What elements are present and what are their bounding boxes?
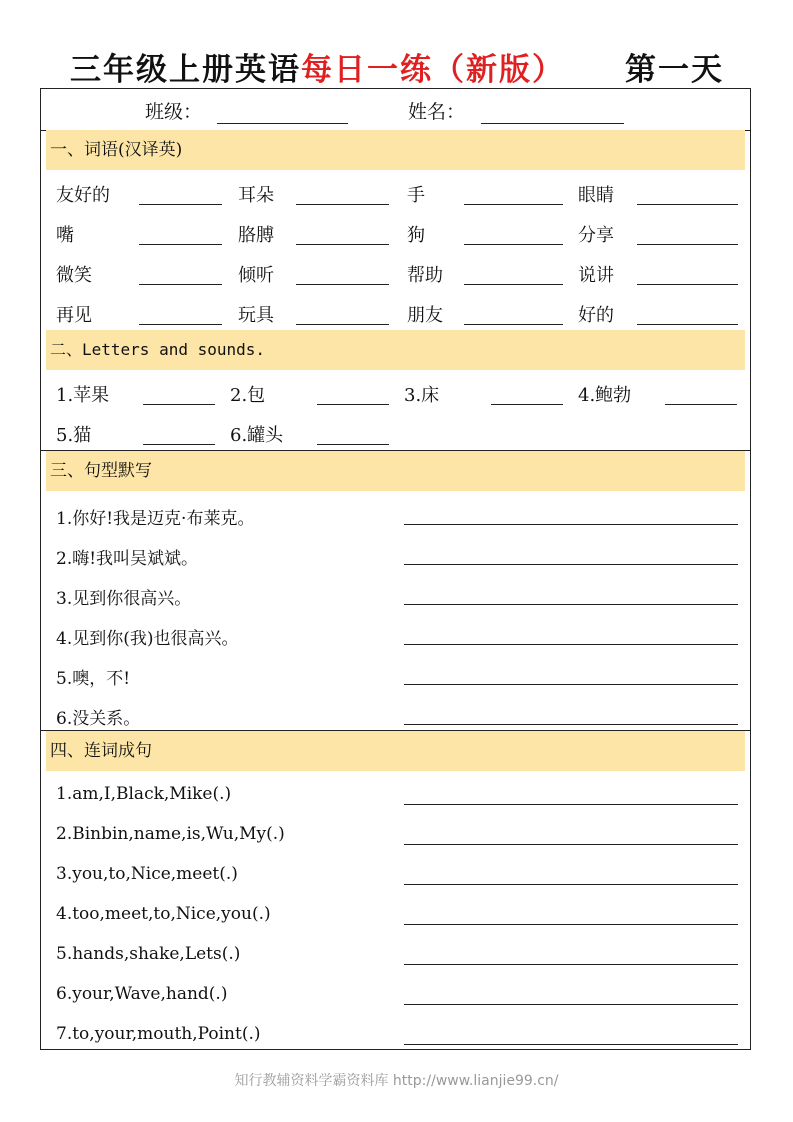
title-prefix: 三年级上册英语: [70, 52, 301, 88]
sound-item-1-blank[interactable]: [143, 404, 215, 405]
word-7: 狗: [407, 225, 425, 246]
word-4: 眼睛: [578, 185, 614, 206]
sentence-1-answer-line[interactable]: [404, 524, 738, 525]
word-16: 好的: [578, 305, 614, 326]
word-order-6-answer-line[interactable]: [404, 1004, 738, 1005]
sound-item-2: 2.包: [230, 385, 266, 406]
section-3-header: 三、句型默写: [46, 451, 745, 491]
word-4-blank[interactable]: [637, 204, 738, 205]
word-order-5: 5.hands,shake,Lets(.): [56, 944, 241, 964]
word-13: 再见: [56, 305, 92, 326]
sentence-3: 3.见到你很高兴。: [56, 589, 192, 609]
word-order-7-answer-line[interactable]: [404, 1044, 738, 1045]
word-3: 手: [407, 185, 425, 206]
word-order-4-answer-line[interactable]: [404, 924, 738, 925]
word-order-1: 1.am,I,Black,Mike(.): [56, 784, 232, 804]
word-order-5-answer-line[interactable]: [404, 964, 738, 965]
title-highlight: 每日一练（新版）: [301, 52, 565, 88]
word-2: 耳朵: [238, 185, 274, 206]
name-field[interactable]: [481, 123, 624, 124]
word-16-blank[interactable]: [637, 324, 738, 325]
word-9-blank[interactable]: [139, 284, 222, 285]
word-order-6: 6.your,Wave,hand(.): [56, 984, 228, 1004]
section-1-header: 一、词语(汉译英): [46, 130, 745, 170]
footer-source: 知行教辅资料学霸资料库 http://www.lianjie99.cn/: [234, 1073, 559, 1089]
sentence-3-answer-line[interactable]: [404, 604, 738, 605]
sentence-6: 6.没关系。: [56, 709, 141, 729]
word-10: 倾听: [238, 265, 274, 286]
sound-item-6-blank[interactable]: [317, 444, 389, 445]
word-order-3-answer-line[interactable]: [404, 884, 738, 885]
page-title: [40, 44, 753, 90]
word-1: 友好的: [56, 185, 110, 206]
sound-item-6: 6.罐头: [230, 425, 284, 446]
word-9: 微笑: [56, 265, 92, 286]
word-12-blank[interactable]: [637, 284, 738, 285]
word-order-1-answer-line[interactable]: [404, 804, 738, 805]
sound-item-3: 3.床: [404, 385, 440, 406]
sentence-4: 4.见到你(我)也很高兴。: [56, 629, 239, 649]
class-label: 班级：: [145, 101, 203, 123]
word-8: 分享: [578, 225, 614, 246]
word-1-blank[interactable]: [139, 204, 222, 205]
sentence-5-answer-line[interactable]: [404, 684, 738, 685]
sentence-6-answer-line[interactable]: [404, 724, 738, 725]
word-10-blank[interactable]: [296, 284, 389, 285]
sound-item-2-blank[interactable]: [317, 404, 389, 405]
word-3-blank[interactable]: [464, 204, 563, 205]
word-order-7: 7.to,your,mouth,Point(.): [56, 1024, 261, 1044]
word-15: 朋友: [407, 305, 443, 326]
sound-item-3-blank[interactable]: [491, 404, 563, 405]
word-13-blank[interactable]: [139, 324, 222, 325]
word-8-blank[interactable]: [637, 244, 738, 245]
word-order-2: 2.Binbin,name,is,Wu,My(.): [56, 824, 285, 844]
sentence-5: 5.噢，不!: [56, 669, 131, 689]
word-5-blank[interactable]: [139, 244, 222, 245]
title-day: 第一天: [625, 52, 724, 88]
section-4-header: 四、连词成句: [46, 731, 745, 771]
word-6-blank[interactable]: [296, 244, 389, 245]
word-2-blank[interactable]: [296, 204, 389, 205]
word-14: 玩具: [238, 305, 274, 326]
sound-item-1: 1.苹果: [56, 385, 110, 406]
class-field[interactable]: [217, 123, 348, 124]
sentence-2-answer-line[interactable]: [404, 564, 738, 565]
word-6: 胳膊: [238, 225, 274, 246]
sound-item-5-blank[interactable]: [143, 444, 215, 445]
title-main: [70, 44, 565, 89]
sentence-1: 1.你好!我是迈克·布莱克。: [56, 509, 255, 529]
student-info-row: [41, 89, 750, 131]
word-14-blank[interactable]: [296, 324, 389, 325]
word-order-2-answer-line[interactable]: [404, 844, 738, 845]
sentence-4-answer-line[interactable]: [404, 644, 738, 645]
word-11: 帮助: [407, 265, 443, 286]
sound-item-5: 5.猫: [56, 425, 92, 446]
sentence-2: 2.嗨!我叫吴斌斌。: [56, 549, 199, 569]
name-label: 姓名：: [408, 101, 466, 123]
word-order-3: 3.you,to,Nice,meet(.): [56, 864, 238, 884]
section-2-header: 二、Letters and sounds.: [46, 330, 745, 370]
sound-item-4-blank[interactable]: [665, 404, 737, 405]
worksheet: [40, 88, 751, 1050]
word-12: 说讲: [578, 265, 614, 286]
word-15-blank[interactable]: [464, 324, 563, 325]
word-11-blank[interactable]: [464, 284, 563, 285]
word-order-4: 4.too,meet,to,Nice,you(.): [56, 904, 271, 924]
word-5: 嘴: [56, 225, 74, 246]
word-7-blank[interactable]: [464, 244, 563, 245]
sound-item-4: 4.鲍勃: [578, 385, 632, 406]
